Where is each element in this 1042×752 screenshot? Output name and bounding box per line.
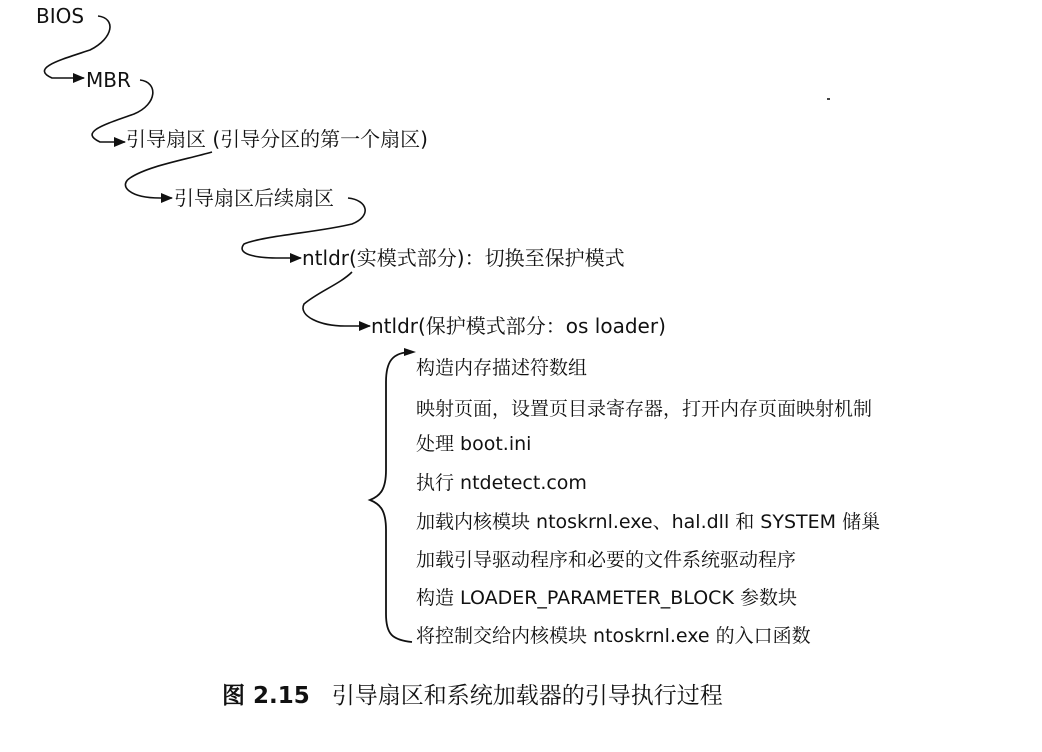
- os-loader-step: 构造内存描述符数组: [416, 357, 588, 379]
- scan-speck: [827, 98, 830, 100]
- os-loader-step: 加载内核模块 ntoskrnl.exe、hal.dll 和 SYSTEM 储巢: [416, 511, 881, 533]
- connector-ntldr-real-protected: [303, 272, 370, 326]
- os-loader-step: 加载引导驱动程序和必要的文件系统驱动程序: [416, 549, 797, 571]
- node-ntldr-real-mode: ntldr(实模式部分)：切换至保护模式: [302, 246, 625, 270]
- os-loader-steps-brace: [370, 352, 412, 642]
- figure-caption: [222, 682, 723, 710]
- node-ntldr-protected-mode: ntldr(保护模式部分：os loader): [371, 314, 666, 338]
- node-bios: BIOS: [36, 4, 85, 28]
- node-boot-sector-following: 引导扇区后续扇区: [174, 186, 334, 210]
- node-mbr: MBR: [86, 68, 131, 92]
- os-loader-step: 处理 boot.ini: [416, 433, 532, 455]
- figure-number: 图 2.15: [222, 683, 310, 709]
- node-boot-sector: 引导扇区 (引导分区的第一个扇区): [126, 127, 428, 151]
- os-loader-step: 映射页面，设置页目录寄存器，打开内存页面映射机制: [416, 398, 873, 420]
- os-loader-step: 构造 LOADER_PARAMETER_BLOCK 参数块: [416, 587, 797, 609]
- figure-title: 引导扇区和系统加载器的引导执行过程: [331, 683, 723, 709]
- brace-tip-top: [404, 348, 416, 356]
- os-loader-step: 执行 ntdetect.com: [416, 472, 587, 494]
- os-loader-step: 将控制交给内核模块 ntoskrnl.exe 的入口函数: [416, 625, 811, 647]
